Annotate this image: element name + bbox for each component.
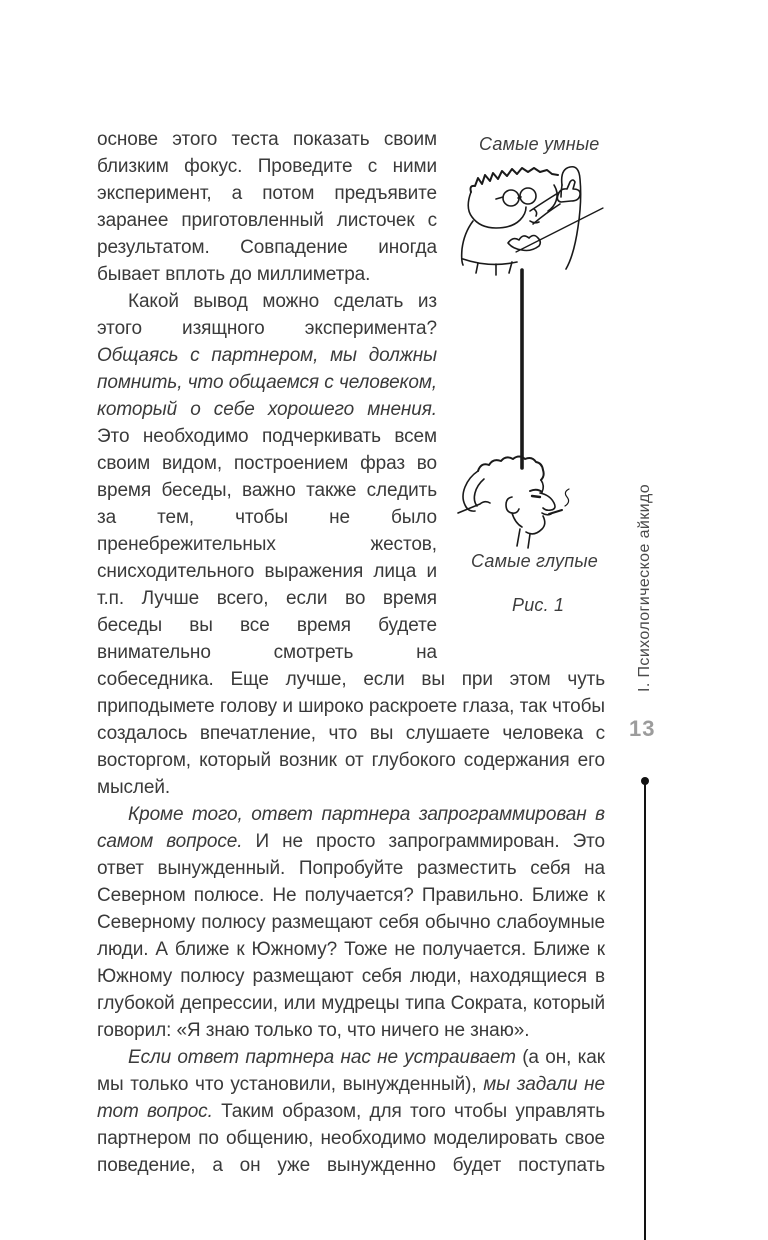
paragraph [97, 801, 605, 1044]
text-run: (а он, как мы только что установили, вынужденный), [97, 1047, 605, 1095]
smartest-person-drawing [462, 167, 603, 275]
text-run: основе этого теста показать своим близким фокус. Проведите с ними эксперимент, а потом предъявите заранее приготовленный листочек с результатом. Совпадение иногда бывает вплоть до миллиметра. [97, 129, 437, 285]
chapter-title-vertical: I. Психологическое айкидо [636, 484, 653, 692]
italic-run: Кроме того, ответ партнера запрограммирован в самом вопросе. [97, 804, 605, 852]
figure-top-label: Самые умные [479, 134, 600, 154]
text-run: Какой вывод можно сделать из этого изящного эксперимента? [97, 291, 437, 339]
italic-run: Общаясь с партнером, мы должны помнить, что общаемся с человеком, который о себе хорошего мнения. [97, 345, 437, 420]
italic-run: Если ответ партнера нас не устраивает [128, 1047, 516, 1068]
text-run: Таким образом, для того чтобы управлять партнером по общению, необходимо моделировать свое поведение, а он уже вынужденно будет поступать [97, 1101, 605, 1176]
text-run: Это необходимо подчеркивать всем своим видом, построением фраз во время беседы, важно также следить за тем, чтобы не было пренебрежительных жестов, снисходительного выражения лица и т.п. Лучше всего, если во время беседы вы все время будете внимательно смотреть на собеседника. Еще лучше, если вы при этом чуть приподымете голову и широко раскроете глаза, так чтобы создалось впечатление, что вы слушаете человека с восторгом, который возник от глубокого содержания его мыслей. [97, 426, 605, 798]
margin-rule-line [644, 781, 646, 1240]
figure-bottom-label: Самые глупые [471, 551, 598, 571]
page-number: 13 [629, 716, 656, 741]
paragraph [97, 1044, 605, 1179]
figure-illustration [450, 125, 660, 635]
dullest-person-drawing [458, 457, 569, 549]
italic-run: мы задали не тот вопрос. [97, 1074, 605, 1122]
figure-caption: Рис. 1 [512, 595, 565, 615]
text-run: И не просто запрограммирован. Это ответ вынужденный. Попробуйте разместить себя на Северном полюсе. Не получается? Правильно. Ближе к Северному полюсу размещают себя обычно слабоумные люди. А ближе к Южному? Тоже не получается. Ближе к Южному полюсу размещают себя люди, находящиеся в глубокой депрессии, или мудрецы типа Сократа, который говорил: «Я знаю только то, что ничего не знаю». [97, 831, 605, 1041]
